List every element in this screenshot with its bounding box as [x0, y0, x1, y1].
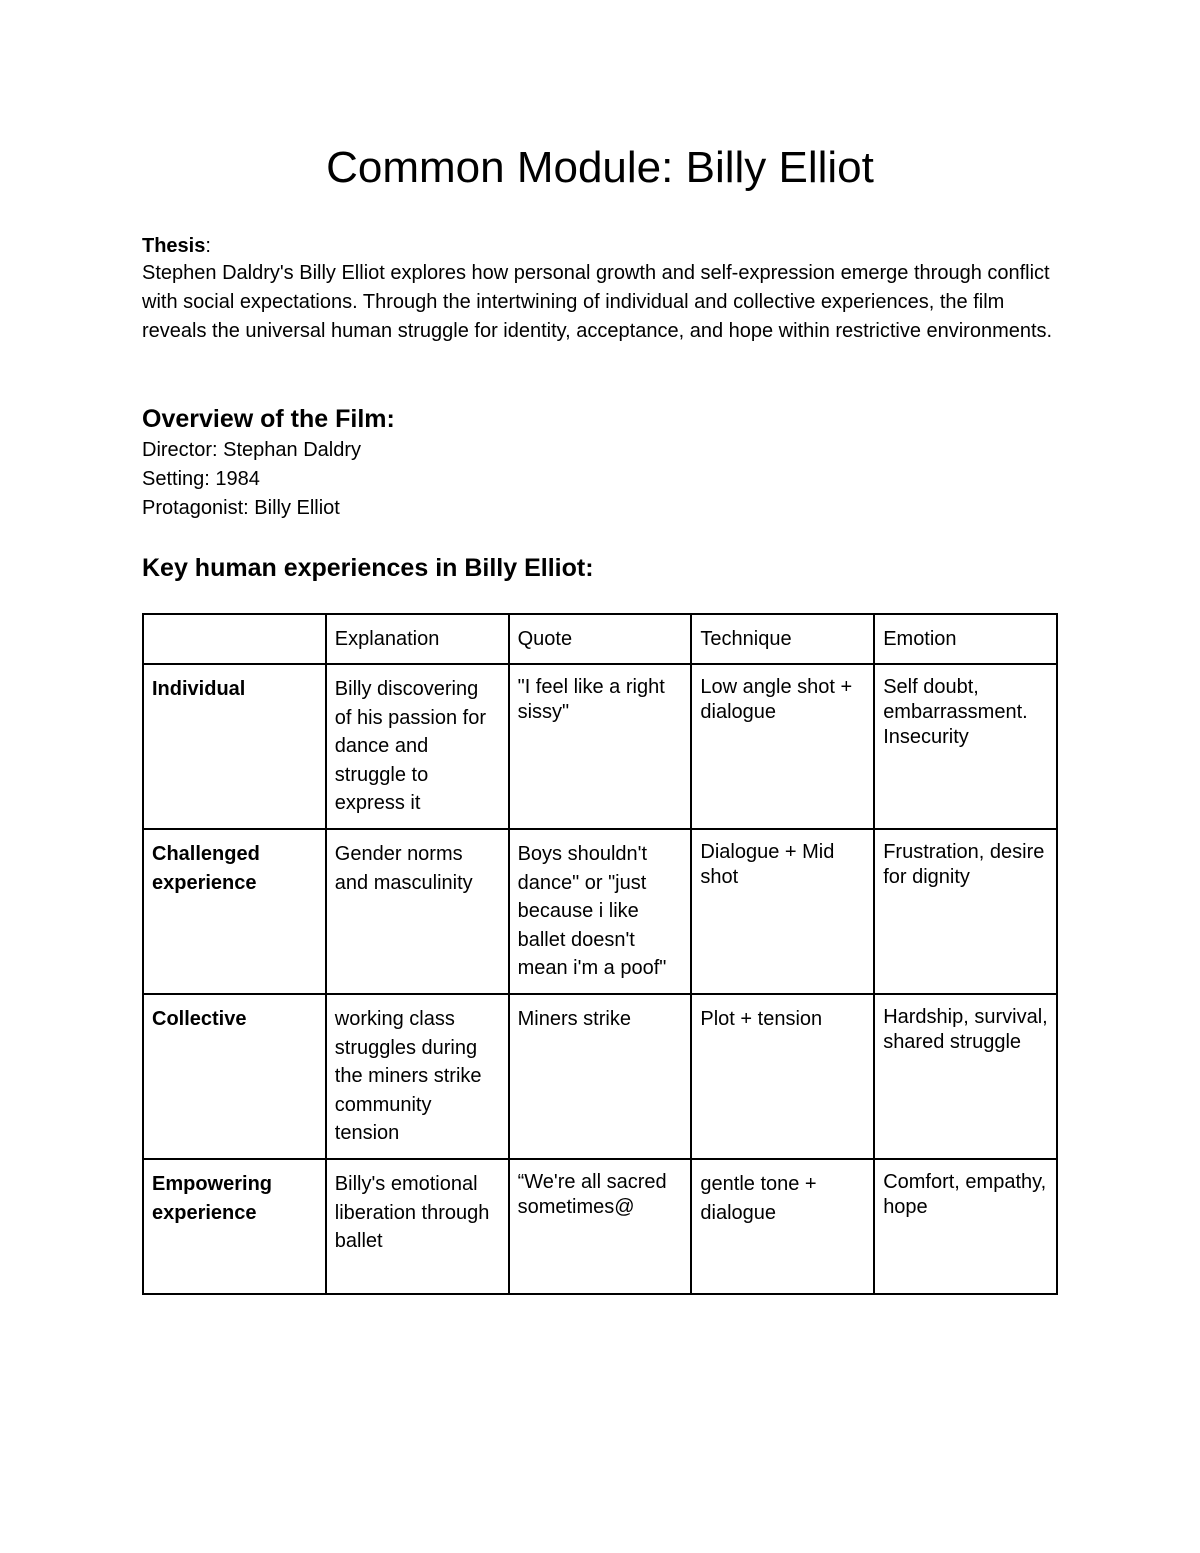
header-cell-technique: Technique — [691, 614, 874, 664]
row-experience: Individual — [143, 664, 326, 829]
row-explanation: Billy discovering of his passion for dance and struggle to express it — [326, 664, 509, 829]
row-emotion: Comfort, empathy, hope — [874, 1159, 1057, 1294]
row-emotion: Frustration, desire for dignity — [874, 829, 1057, 994]
thesis-text: Stephen Daldry's Billy Elliot explores how personal growth and self-expression emerge through conflict with social expectations. Through the intertwining of individual and collective experiences, the film reveals the universal human struggle for identity, acceptance, and hope within restrictive environments. — [142, 262, 1053, 342]
row-emotion: Self doubt, embarrassment. Insecurity — [874, 664, 1057, 829]
key-experiences-heading: Key human experiences in Billy Elliot: — [142, 554, 594, 582]
overview-director: Director: Stephan Daldry — [142, 439, 361, 461]
row-experience: Collective — [143, 994, 326, 1159]
table-header-row — [143, 614, 1057, 664]
row-technique: Plot + tension — [691, 994, 874, 1159]
table-row — [143, 1159, 1057, 1294]
thesis-label: Thesis — [142, 235, 206, 257]
header-cell-quote: Quote — [509, 614, 692, 664]
row-quote: "I feel like a right sissy" — [509, 664, 692, 829]
thesis-label-colon: : — [205, 235, 211, 257]
table-row — [143, 994, 1057, 1159]
row-explanation: working class struggles during the miners strike community tension — [326, 994, 509, 1159]
table-row — [143, 829, 1057, 994]
row-quote: “We're all sacred sometimes@ — [509, 1159, 692, 1294]
row-technique: Low angle shot + dialogue — [691, 664, 874, 829]
row-quote: Miners strike — [509, 994, 692, 1159]
document-title: Common Module: Billy Elliot — [326, 143, 874, 192]
overview-details — [142, 436, 361, 523]
table-row — [143, 664, 1057, 829]
row-emotion: Hardship, survival, shared struggle — [874, 994, 1057, 1159]
row-experience: Challenged experience — [143, 829, 326, 994]
row-technique: gentle tone + dialogue — [691, 1159, 874, 1294]
overview-protagonist: Protagonist: Billy Elliot — [142, 497, 340, 519]
key-experiences-table — [142, 613, 1058, 1295]
row-explanation: Billy's emotional liberation through ballet — [326, 1159, 509, 1294]
overview-heading: Overview of the Film: — [142, 405, 395, 433]
overview-setting: Setting: 1984 — [142, 468, 260, 490]
row-experience: Empowering experience — [143, 1159, 326, 1294]
row-quote: Boys shouldn't dance" or "just because i like ballet doesn't mean i'm a poof" — [509, 829, 692, 994]
header-cell-emotion: Emotion — [874, 614, 1057, 664]
row-technique: Dialogue + Mid shot — [691, 829, 874, 994]
header-cell-empty — [143, 614, 326, 664]
thesis-label-line — [142, 232, 211, 260]
row-explanation: Gender norms and masculinity — [326, 829, 509, 994]
header-cell-explanation: Explanation — [326, 614, 509, 664]
